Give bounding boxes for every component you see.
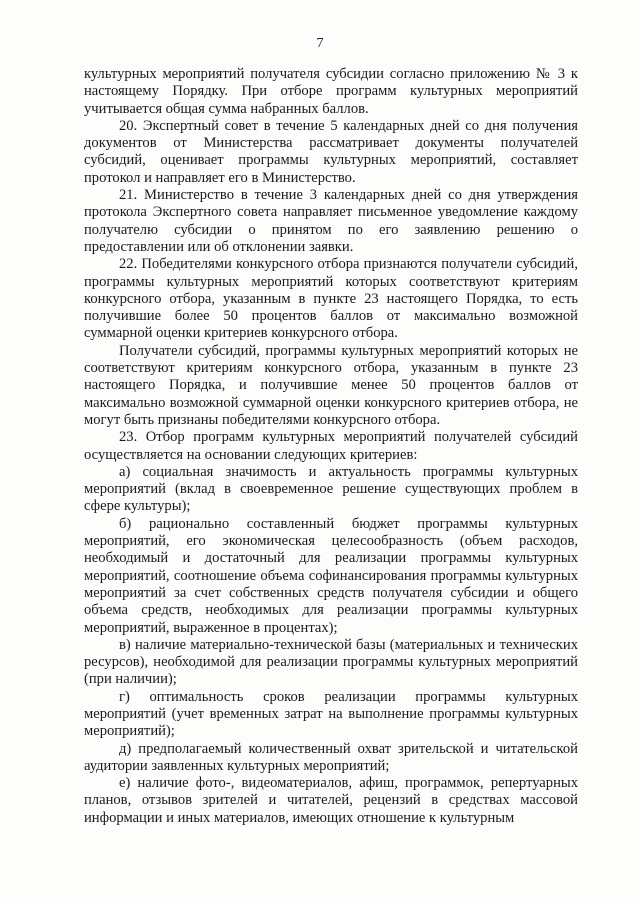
paragraph-non-winners: Получатели субсидий, программы культурных мероприятий которых не соответствуют критериям конкурсного отбора, указанным в пункте 23 настоящего Порядка, и получившие менее 50 процентов баллов от максимально возможной суммарной оценки конкурсного критериев отбора, не могут быть признаны победителями конкурсного отбора. <box>84 342 578 428</box>
criterion-v: в) наличие материально-технической базы (материальных и технических ресурсов), необходимой для реализации программы культурных мероприятий (при наличии); <box>84 636 578 688</box>
criterion-d: д) предполагаемый количественный охват зрительской и читательской аудитории заявленных культурных мероприятий; <box>84 740 578 774</box>
criterion-a: а) социальная значимость и актуальность программы культурных мероприятий (вклад в своевременное решение существующих проблем в сфере культуры); <box>84 463 578 515</box>
paragraph-item-22: 22. Победителями конкурсного отбора признаются получатели субсидий, программы культурных мероприятий которых соответствуют критериям конкурсного отбора, указанным в пункте 23 настоящего Порядка, то есть получившие более 50 процентов баллов от максимально возможной суммарной оценки критериев конкурсного отбора. <box>84 256 578 342</box>
paragraph-item-21: 21. Министерство в течение 3 календарных дней со дня утверждения протокола Экспертного совета направляет письменное уведомление каждому получателю субсидии о принятом по его заявлению решению о предоставлении или об отклонении заявки. <box>84 187 578 255</box>
paragraph-item-20: 20. Экспертный совет в течение 5 календарных дней со дня получения документов от Министерства рассматривает документы получателей субсидий, оценивает программы культурных мероприятий, составляет протокол и направляет его в Министерство. <box>84 117 578 186</box>
document-body <box>84 66 578 827</box>
criterion-e: е) наличие фото-, видеоматериалов, афиш, программок, репертуарных планов, отзывов зрителей и читателей, рецензий в средствах массовой информации и иных материалов, имеющих отношение к культурным <box>84 775 578 826</box>
criterion-g: г) оптимальность сроков реализации программы культурных мероприятий (учет временных затрат на выполнение программы культурных мероприятий); <box>84 688 578 740</box>
paragraph-continuation: культурных мероприятий получателя субсидии согласно приложению № 3 к настоящему Порядку. При отборе программ культурных мероприятий учитывается общая сумма набранных баллов. <box>84 66 578 117</box>
criterion-b: б) рационально составленный бюджет программы культурных мероприятий, его экономическая целесообразность (объем расходов, необходимый и достаточный для реализации программы культурных мероприятий, соотношение объема софинансирования программы культурных мероприятий за счет собственных средств получателя субсидии и общего объема средств, необходимых для реализации программы культурных мероприятий, выраженное в процентах); <box>84 515 578 636</box>
paragraph-item-23: 23. Отбор программ культурных мероприятий получателей субсидий осуществляется на основании следующих критериев: <box>84 429 578 463</box>
page-number: 7 <box>316 36 324 51</box>
